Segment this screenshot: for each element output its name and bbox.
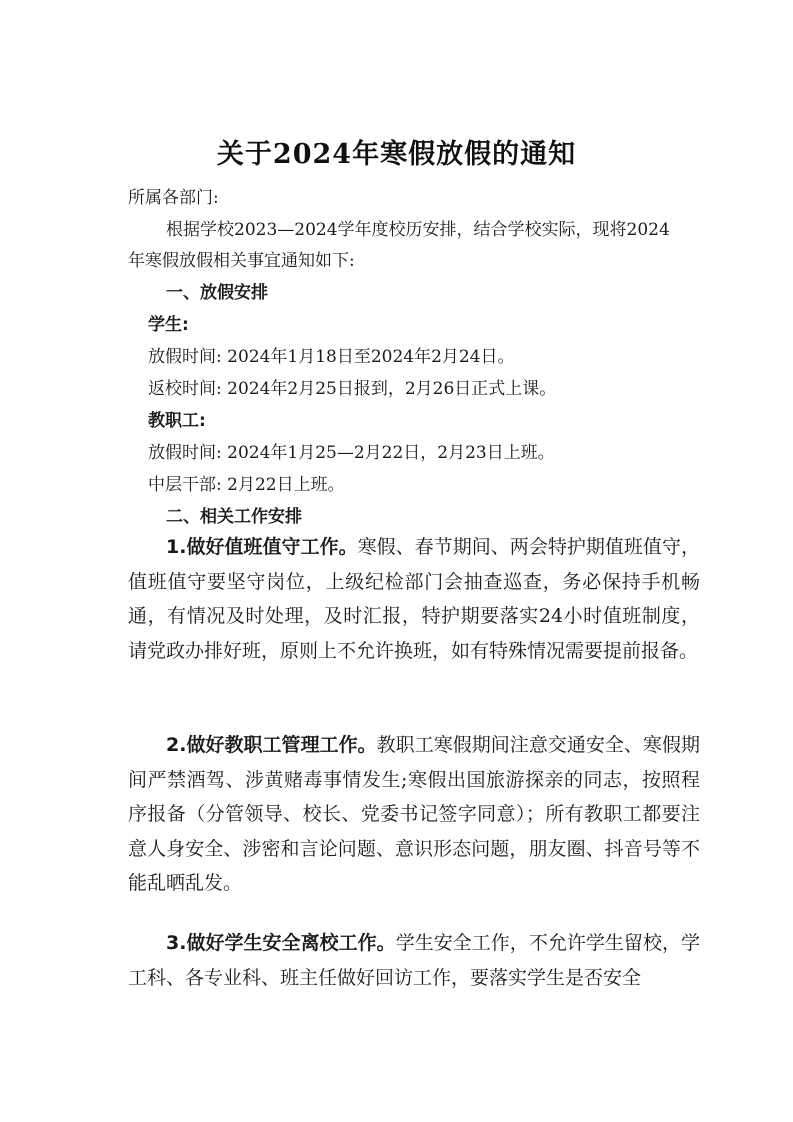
- item-2-text: 教职工寒假期间注意交通安全、寒假期间严禁酒驾、涉黄赌毒事情发生;寒假出国旅游探亲的同志，按照程序报备（分管领导、校长、党委书记签字同意）；所有教职工都要注意人身安全、涉密和言论问题、意识形态问题，朋友圈、抖音号等不能乱晒乱发。: [128, 734, 700, 894]
- staff-heading: 教职工:: [148, 411, 206, 431]
- item-3-text: 学生安全工作，不允许学生留校，学工科、各专业科、班主任做好回访工作，要落实学生是否安全: [128, 932, 700, 989]
- document-title: 关于2024年寒假放假的通知: [216, 139, 577, 170]
- students-holiday-time: 放假时间: 2024年1月18日至2024年2月24日。: [148, 347, 515, 367]
- item-2-paragraph: [128, 728, 700, 901]
- intro-line-1: 根据学校2023—2024学年度校历安排，结合学校实际，现将2024: [166, 220, 670, 240]
- intro-line-2: 年寒假放假相关事宜通知如下:: [128, 251, 355, 271]
- staff-holiday-time: 放假时间: 2024年1月25—2月22日，2月23日上班。: [148, 443, 555, 463]
- section-1-heading: 一、放假安排: [166, 283, 268, 303]
- item-1-paragraph: [128, 530, 700, 668]
- item-1-text: 寒假、春节期间、两会特护期值班值守，值班值守要坚守岗位，上级纪检部门会抽查巡查，务必保持手机畅通，有情况及时处理，及时汇报，特护期要落实24小时值班制度，请党政办排好班，原则上不允许换班，如有特殊情况需要提前报备。: [128, 536, 700, 662]
- section-2-heading: 二、相关工作安排: [166, 507, 302, 527]
- item-2-title: 2.做好教职工管理工作。: [166, 734, 377, 756]
- salutation: 所属各部门:: [128, 188, 219, 208]
- students-heading: 学生:: [148, 315, 189, 335]
- item-1-title: 1.做好值班值守工作。: [166, 536, 358, 558]
- item-3-title: 3.做好学生安全离校工作。: [166, 932, 396, 954]
- item-3-paragraph: [128, 926, 700, 995]
- middle-managers-time: 中层干部: 2月22日上班。: [148, 475, 345, 495]
- students-return-time: 返校时间: 2024年2月25日报到，2月26日正式上课。: [148, 379, 557, 399]
